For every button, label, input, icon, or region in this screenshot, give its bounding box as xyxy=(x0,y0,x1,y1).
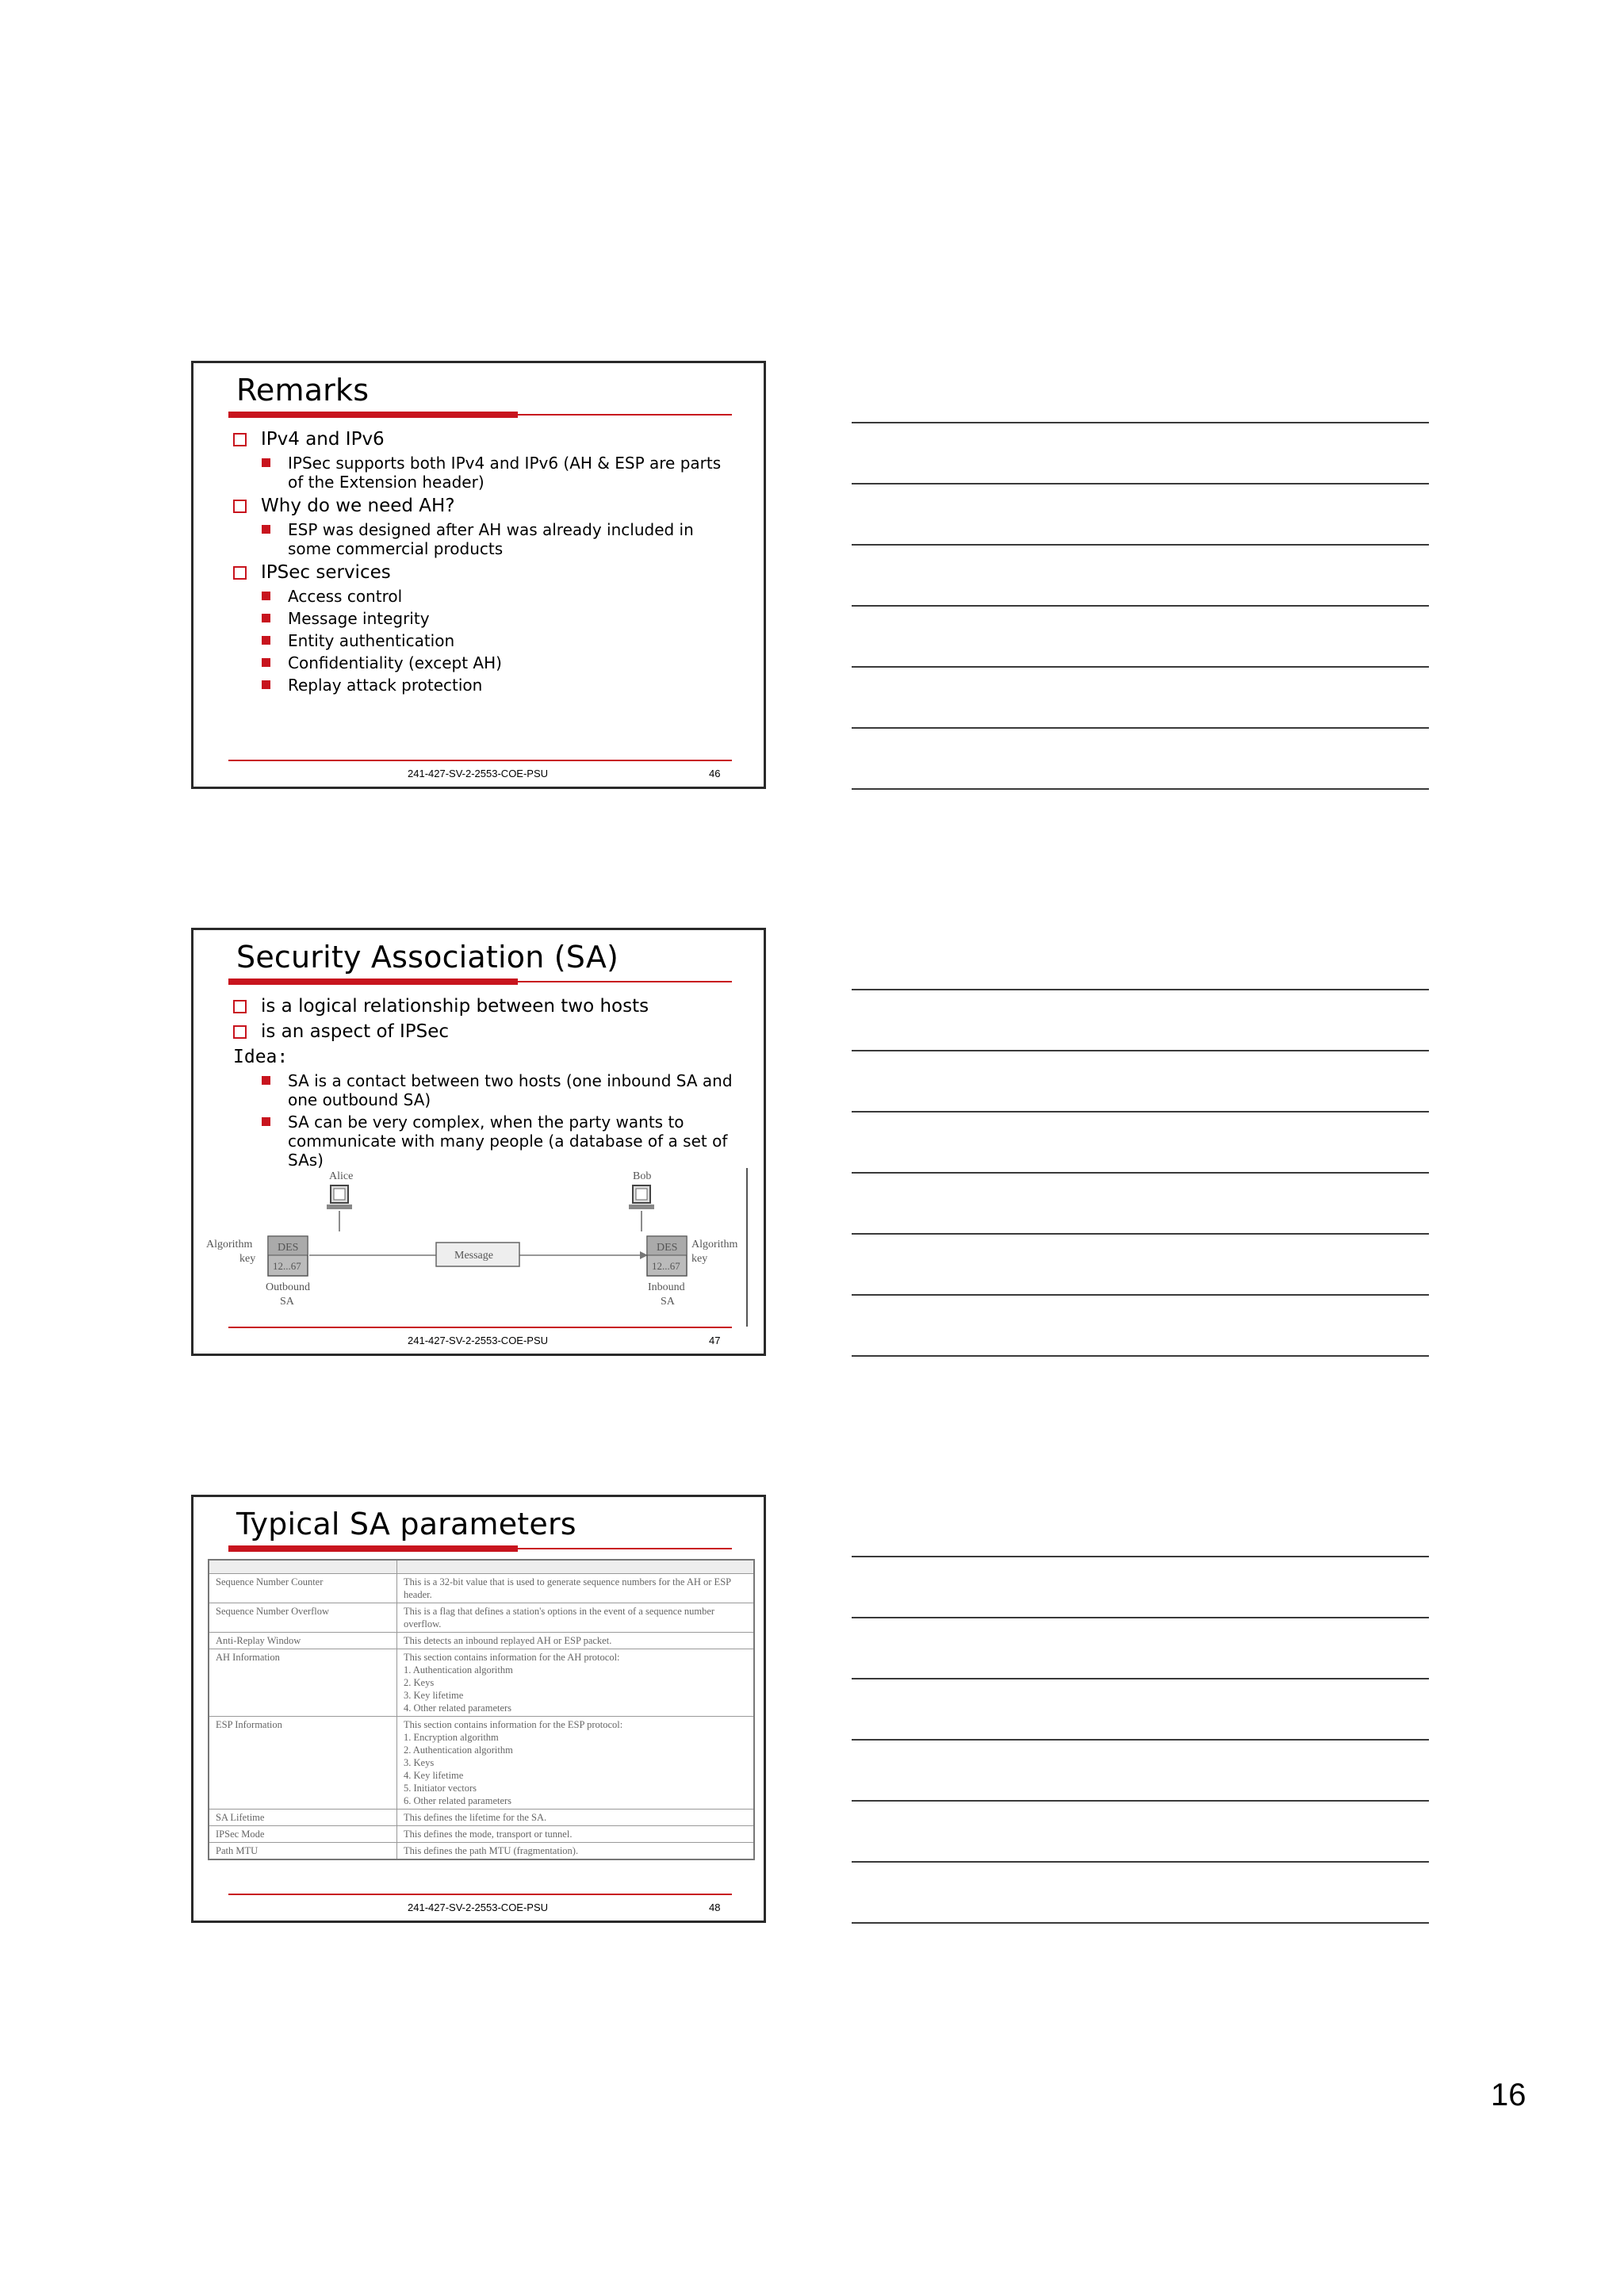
note-line xyxy=(852,422,1429,423)
note-line xyxy=(852,1739,1429,1741)
sub-bullet: ESP was designed after AH was already included in some commercial products xyxy=(262,520,740,558)
notes-lines-2 xyxy=(852,989,1429,1416)
note-line xyxy=(852,544,1429,546)
sub-bullet: Replay attack protection xyxy=(262,676,740,695)
note-line xyxy=(852,1050,1429,1051)
sub-bullet: Entity authentication xyxy=(262,631,740,650)
notes-lines-3 xyxy=(852,1556,1429,1983)
slide-content xyxy=(233,425,740,695)
note-line xyxy=(852,1861,1429,1863)
footer-rule xyxy=(228,1327,732,1328)
sa-diagram xyxy=(206,1168,753,1327)
alice-computer-icon xyxy=(327,1185,352,1209)
slide-remarks xyxy=(191,361,766,789)
idea-label: Idea: xyxy=(233,1047,289,1067)
inbound-des: DES xyxy=(657,1242,678,1254)
note-line xyxy=(852,1556,1429,1557)
sa-parameters-table xyxy=(208,1559,755,1860)
filled-square-bullet-icon xyxy=(262,614,270,622)
filled-square-bullet-icon xyxy=(262,1076,270,1085)
inbound-key: 12...67 xyxy=(652,1260,680,1272)
note-line xyxy=(852,1800,1429,1802)
note-line xyxy=(852,989,1429,990)
note-line xyxy=(852,1172,1429,1174)
filled-square-bullet-icon xyxy=(262,458,270,467)
table-row: Sequence Number Counter This is a 32-bit value that is used to generate sequence numbers for the AH or ESP header. xyxy=(209,1574,754,1603)
slide-footer: 241-427-SV-2-2553-COE-PSU xyxy=(408,768,549,779)
table-row: SA Lifetime This defines the lifetime for the SA. xyxy=(209,1810,754,1826)
table-row: Anti-Replay Window This detects an inbound replayed AH or ESP packet. xyxy=(209,1633,754,1649)
note-line xyxy=(852,1111,1429,1113)
slide-number: 46 xyxy=(709,768,721,779)
outbound-key-label: key xyxy=(239,1253,256,1265)
filled-square-bullet-icon xyxy=(262,636,270,645)
inbound-key-label: key xyxy=(691,1253,708,1265)
table-header-row xyxy=(209,1560,754,1574)
sub-bullet: SA is a contact between two hosts (one inbound SA and one outbound SA) xyxy=(262,1071,740,1109)
filled-square-bullet-icon xyxy=(262,592,270,600)
slide-security-association xyxy=(191,928,766,1356)
sub-bullet: IPSec supports both IPv4 and IPv6 (AH & ESP are parts of the Extension header) xyxy=(262,454,740,492)
page-number: 16 xyxy=(1491,2078,1526,2112)
note-line xyxy=(852,1233,1429,1235)
note-line xyxy=(852,605,1429,607)
note-line xyxy=(852,727,1429,729)
bullet: IPv4 and IPv6 xyxy=(233,428,740,450)
bullet: is a logical relationship between two hosts xyxy=(233,995,740,1017)
alice-label: Alice xyxy=(329,1170,354,1182)
footer-rule xyxy=(228,1894,732,1895)
slide-typical-sa-parameters xyxy=(191,1495,766,1923)
table-row: ESP Information This section contains information for the ESP protocol: 1. Encryption algorithm 2. Authentication algorithm 3. Keys 4. Key lifetime 5. Initiator vectors 6. Other related parameters xyxy=(209,1717,754,1810)
filled-square-bullet-icon xyxy=(262,680,270,689)
hollow-square-bullet-icon xyxy=(233,500,247,513)
slide-number: 48 xyxy=(709,1901,721,1913)
note-line xyxy=(852,1678,1429,1679)
slide-title: Typical SA parameters xyxy=(236,1507,576,1541)
footer-rule xyxy=(228,760,732,761)
note-line xyxy=(852,1294,1429,1296)
slide-footer: 241-427-SV-2-2553-COE-PSU xyxy=(408,1335,549,1346)
filled-square-bullet-icon xyxy=(262,658,270,667)
sub-bullet: Confidentiality (except AH) xyxy=(262,653,740,672)
sub-bullet: SA can be very complex, when the party wants to communicate with many people (a database of a set of SAs) xyxy=(262,1113,740,1170)
outbound-label: Outbound xyxy=(266,1281,310,1293)
sub-bullet: Access control xyxy=(262,587,740,606)
note-line xyxy=(852,483,1429,484)
title-underline xyxy=(228,414,732,416)
outbound-key: 12...67 xyxy=(273,1260,301,1272)
filled-square-bullet-icon xyxy=(262,525,270,534)
inbound-algorithm-label: Algorithm xyxy=(691,1239,738,1250)
title-underline xyxy=(228,1548,732,1549)
filled-square-bullet-icon xyxy=(262,1117,270,1126)
table-row: Path MTU This defines the path MTU (fragmentation). xyxy=(209,1843,754,1860)
inbound-sa-label: SA xyxy=(661,1296,675,1308)
bullet: IPSec services xyxy=(233,561,740,584)
note-line xyxy=(852,1922,1429,1924)
hollow-square-bullet-icon xyxy=(233,433,247,446)
table-row: IPSec Mode This defines the mode, transport or tunnel. xyxy=(209,1826,754,1843)
note-line xyxy=(852,788,1429,790)
outbound-algorithm-label: Algorithm xyxy=(206,1239,253,1250)
note-line xyxy=(852,1617,1429,1618)
outbound-des: DES xyxy=(278,1242,299,1254)
table-row: Sequence Number Overflow This is a flag that defines a station's options in the event of a sequence number overflow. xyxy=(209,1603,754,1633)
slide-title: Remarks xyxy=(236,373,370,408)
bob-label: Bob xyxy=(633,1170,652,1182)
hollow-square-bullet-icon xyxy=(233,1000,247,1013)
inbound-label: Inbound xyxy=(648,1281,685,1293)
note-line xyxy=(852,666,1429,668)
sub-bullet: Message integrity xyxy=(262,609,740,628)
bullet: is an aspect of IPSec xyxy=(233,1021,740,1043)
slide-number: 47 xyxy=(709,1335,721,1346)
slide-footer: 241-427-SV-2-2553-COE-PSU xyxy=(408,1901,549,1913)
bullet: Why do we need AH? xyxy=(233,495,740,517)
message-label: Message xyxy=(454,1250,493,1262)
hollow-square-bullet-icon xyxy=(233,1025,247,1039)
note-line xyxy=(852,1355,1429,1357)
bob-computer-icon xyxy=(629,1185,654,1209)
slide-title: Security Association (SA) xyxy=(236,940,619,975)
outbound-sa-label: SA xyxy=(280,1296,294,1308)
notes-lines-1 xyxy=(852,422,1429,849)
table-row: AH Information This section contains information for the AH protocol: 1. Authentication algorithm 2. Keys 3. Key lifetime 4. Other related parameters xyxy=(209,1649,754,1717)
hollow-square-bullet-icon xyxy=(233,566,247,580)
slide-content xyxy=(233,992,740,1170)
title-underline xyxy=(228,981,732,982)
